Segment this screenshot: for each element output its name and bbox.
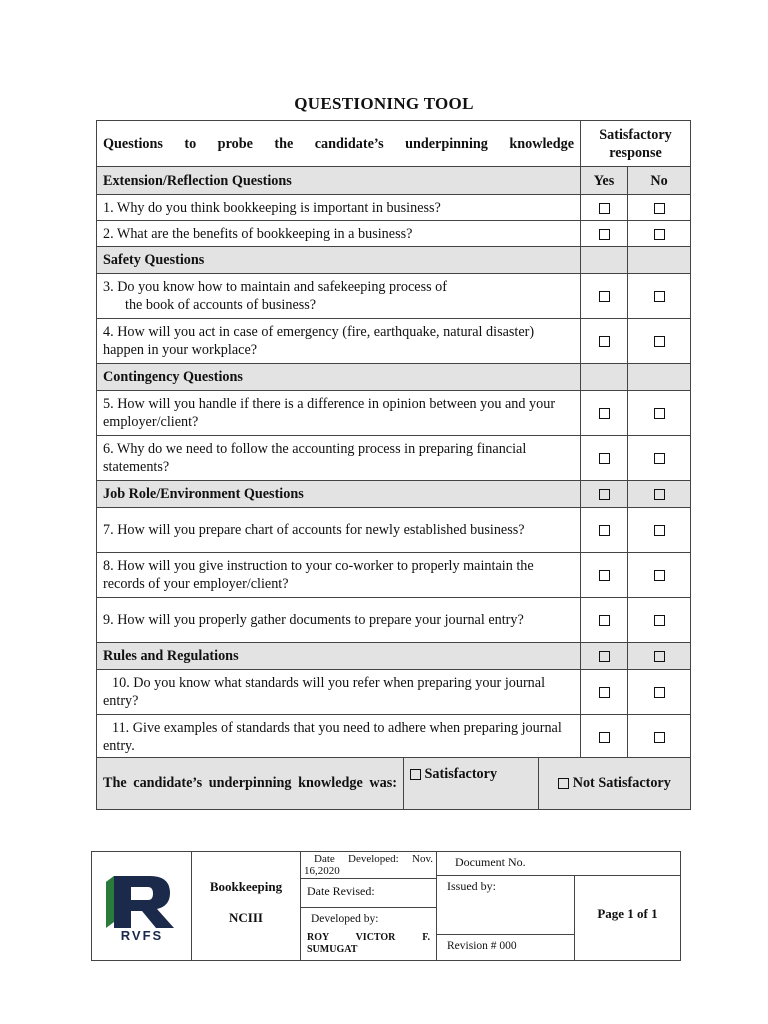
response-header: Satisfactory response bbox=[581, 121, 691, 167]
question-text: 7. How will you prepare chart of accounts for newly established business? bbox=[97, 508, 581, 553]
no-checkbox[interactable] bbox=[654, 687, 665, 698]
question-text: 10. Do you know what standards will you refer when preparing your journal entry? bbox=[97, 670, 581, 715]
question-text: 9. How will you properly gather documents to prepare your journal entry? bbox=[97, 598, 581, 643]
revision-number: Revision # 000 bbox=[437, 935, 575, 960]
not-satisfactory-label: Not Satisfactory bbox=[572, 775, 671, 791]
section-title: Rules and Regulations bbox=[97, 643, 581, 670]
date-revised: Date Revised: bbox=[301, 879, 437, 908]
section-title: Job Role/Environment Questions bbox=[97, 481, 581, 508]
developer-cell bbox=[301, 908, 437, 960]
satisfactory-label: Satisfactory bbox=[424, 766, 498, 782]
question-line: 3. Do you know how to maintain and safekeeping process of bbox=[103, 279, 447, 295]
satisfactory-option[interactable] bbox=[404, 758, 539, 810]
qualification-name: Bookkeeping bbox=[209, 879, 283, 894]
no-checkbox[interactable] bbox=[654, 651, 665, 662]
yes-checkbox[interactable] bbox=[599, 570, 610, 581]
no-checkbox[interactable] bbox=[654, 615, 665, 626]
conclusion-label: The candidate’s underpinning knowledge was: bbox=[97, 758, 404, 810]
question-text: 11. Give examples of standards that you need to adhere when preparing journal entry. bbox=[97, 715, 581, 760]
developed-by-label: Developed by: bbox=[311, 913, 379, 925]
yes-checkbox[interactable] bbox=[599, 408, 610, 419]
question-text: 8. How will you give instruction to your co-worker to properly maintain the records of your employer/client? bbox=[97, 553, 581, 598]
yes-header: Yes bbox=[581, 167, 628, 195]
yes-checkbox[interactable] bbox=[599, 203, 610, 214]
yes-checkbox[interactable] bbox=[599, 229, 610, 240]
satisfactory-checkbox[interactable] bbox=[410, 769, 421, 780]
rvfs-logo bbox=[92, 852, 192, 960]
question-text: 4. How will you act in case of emergency (fire, earthquake, natural disaster) happen in your workplace? bbox=[97, 319, 581, 364]
section-title: Contingency Questions bbox=[97, 364, 581, 391]
questioning-table bbox=[96, 120, 691, 760]
question-text: 2. What are the benefits of bookkeeping in a business? bbox=[97, 221, 581, 247]
no-checkbox[interactable] bbox=[654, 570, 665, 581]
not-satisfactory-checkbox[interactable] bbox=[558, 778, 569, 789]
logo-cell bbox=[92, 852, 192, 960]
yes-checkbox[interactable] bbox=[599, 615, 610, 626]
no-checkbox[interactable] bbox=[654, 203, 665, 214]
yes-checkbox[interactable] bbox=[599, 732, 610, 743]
questions-header: Questions to probe the candidate’s underpinning knowledge bbox=[97, 121, 581, 167]
question-text: 1. Why do you think bookkeeping is important in business? bbox=[97, 195, 581, 221]
document-footer bbox=[91, 851, 681, 961]
conclusion-table bbox=[96, 757, 691, 810]
no-checkbox[interactable] bbox=[654, 336, 665, 347]
no-checkbox[interactable] bbox=[654, 229, 665, 240]
yes-checkbox[interactable] bbox=[599, 687, 610, 698]
date-developed: Date Developed: Nov. 16,2020 bbox=[301, 852, 437, 879]
document-no: Document No. bbox=[437, 852, 680, 876]
no-checkbox[interactable] bbox=[654, 732, 665, 743]
qualification-cell bbox=[192, 852, 301, 960]
yes-checkbox[interactable] bbox=[599, 489, 610, 500]
not-satisfactory-option[interactable] bbox=[539, 758, 691, 810]
page-number: Page 1 of 1 bbox=[597, 906, 658, 921]
developer-name: ROY VICTOR F. SUMUGAT bbox=[307, 932, 430, 955]
logo-text: RVFS bbox=[120, 928, 164, 943]
no-checkbox[interactable] bbox=[654, 291, 665, 302]
section-title: Extension/Reflection Questions bbox=[97, 167, 581, 195]
question-text bbox=[97, 274, 581, 319]
question-text: 5. How will you handle if there is a difference in opinion between you and your employer/client? bbox=[97, 391, 581, 436]
question-line: the book of accounts of business? bbox=[125, 297, 317, 313]
yes-checkbox[interactable] bbox=[599, 453, 610, 464]
qualification-level: NCIII bbox=[229, 910, 263, 925]
question-text: 6. Why do we need to follow the accounting process in preparing financial statements? bbox=[97, 436, 581, 481]
yes-checkbox[interactable] bbox=[599, 525, 610, 536]
no-header: No bbox=[628, 167, 691, 195]
no-checkbox[interactable] bbox=[654, 489, 665, 500]
issued-by: Issued by: bbox=[437, 876, 575, 935]
no-checkbox[interactable] bbox=[654, 525, 665, 536]
yes-checkbox[interactable] bbox=[599, 291, 610, 302]
no-checkbox[interactable] bbox=[654, 453, 665, 464]
page-title: QUESTIONING TOOL bbox=[294, 94, 474, 113]
yes-checkbox[interactable] bbox=[599, 336, 610, 347]
no-checkbox[interactable] bbox=[654, 408, 665, 419]
yes-checkbox[interactable] bbox=[599, 651, 610, 662]
section-title: Safety Questions bbox=[97, 247, 581, 274]
